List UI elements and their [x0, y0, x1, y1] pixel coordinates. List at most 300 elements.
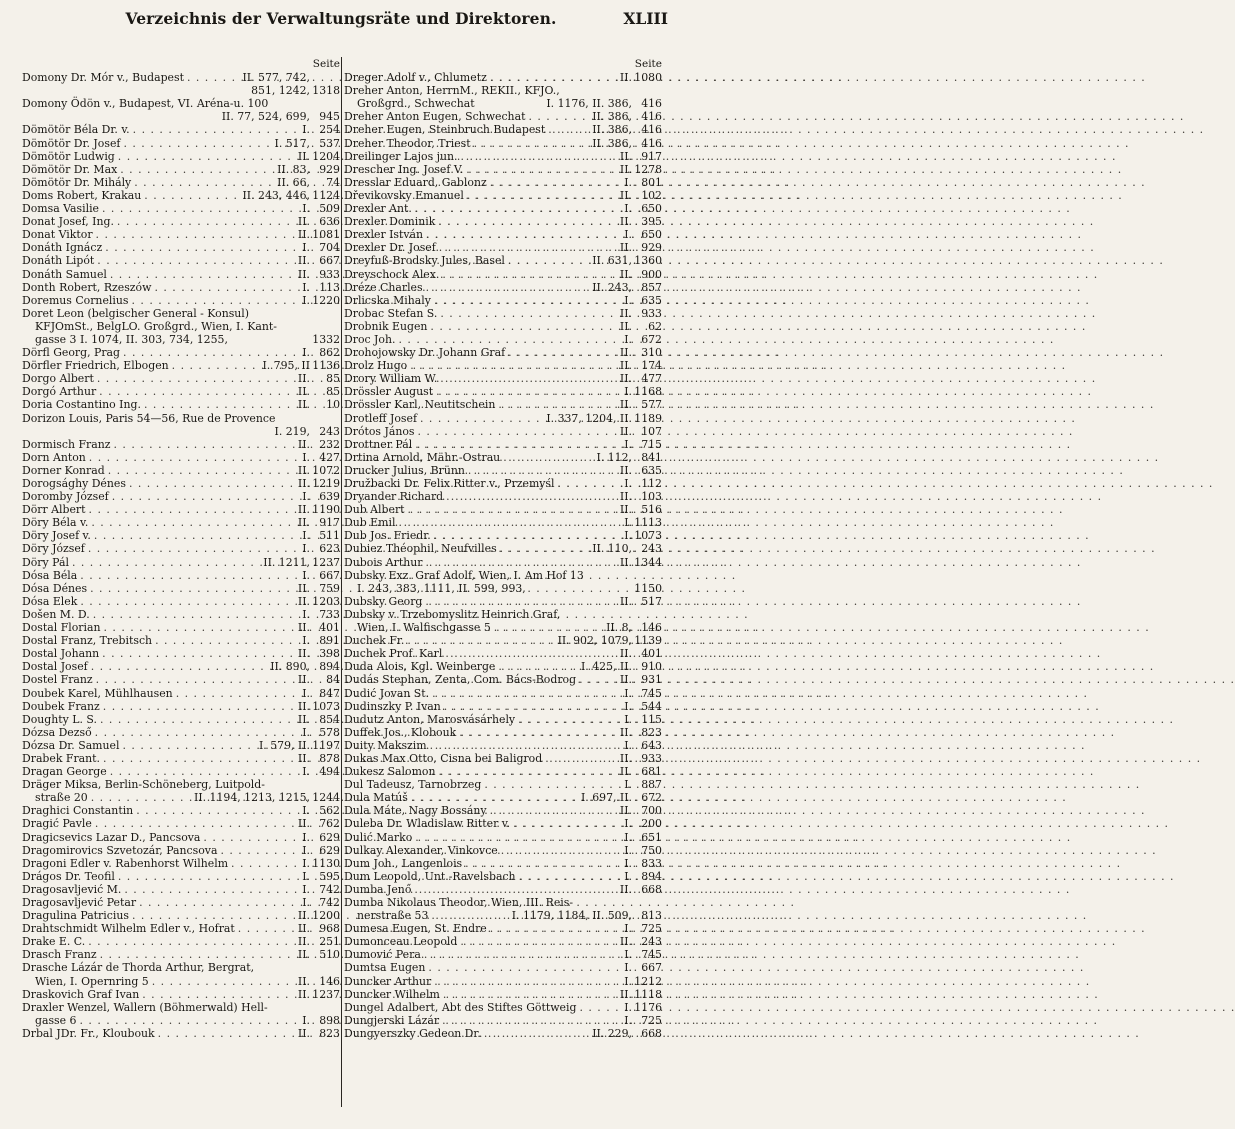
leader-dots [99, 202, 302, 215]
entry-name: Donáth Ignácz [22, 241, 103, 255]
index-entry [22, 189, 340, 202]
index-entry [344, 975, 662, 988]
leader-dots [151, 281, 302, 294]
leader-dots [423, 556, 620, 569]
page-reference: 251 [319, 935, 340, 949]
volume-reference: I. [302, 450, 310, 464]
entry-name: Družbacki Dr. Felix Ritter v., Przemyśl [344, 477, 555, 490]
page-reference: 1332 [312, 332, 340, 346]
entry-name: Drory William W. [344, 372, 438, 386]
leader-dots [498, 844, 624, 857]
leader-dots [107, 268, 298, 281]
volume-reference: I. [302, 202, 310, 216]
index-entry [22, 307, 340, 346]
page-reference: 537 [319, 136, 340, 150]
index-entry [22, 595, 340, 608]
leader-dots [77, 569, 302, 582]
volume-reference: I. [302, 1013, 310, 1027]
leader-dots [90, 608, 303, 621]
index-entry [344, 896, 662, 922]
page-reference: 847 [319, 686, 340, 700]
index-entry [344, 1014, 662, 1027]
leader-dots [141, 189, 242, 202]
index-entry [22, 935, 340, 948]
entry-name: Dreger Adolf v., Chlumetz [344, 71, 487, 85]
index-entry [22, 490, 340, 503]
entry-line [22, 359, 340, 372]
entry-name: Dósa Elek [22, 594, 78, 608]
entry-line [22, 529, 340, 542]
leader-dots [268, 97, 310, 110]
entry-name: Dorogsághy Dénes [22, 477, 126, 490]
entry-name: nerstraße 53 [357, 909, 429, 923]
entry-line [22, 412, 340, 425]
entry-line [22, 307, 340, 320]
entry-line [22, 281, 340, 294]
page-reference: 146 [319, 974, 340, 988]
leader-dots [173, 687, 303, 700]
entry-name: Dub Emil [344, 516, 396, 530]
page-reference: 1073 [312, 699, 340, 713]
leader-dots [107, 765, 303, 778]
leader-dots [92, 817, 298, 830]
volume-reference: I. 1176, II. 386, [546, 97, 632, 111]
entry-name: Došen M. D. [22, 607, 90, 621]
volume-reference: I. [624, 529, 632, 543]
index-entry [22, 739, 340, 752]
leader-dots [249, 307, 310, 320]
leader-dots [487, 176, 625, 189]
entry-line [22, 948, 340, 961]
leader-dots [91, 529, 302, 542]
page-reference: 395 [641, 215, 662, 229]
entry-name: Dragić Pavle [22, 817, 92, 831]
entry-name: Dubsky Exz. Graf Adolf, Wien, I. Am Hof 13 [344, 568, 584, 582]
entry-line [344, 71, 662, 84]
leader-dots [407, 359, 620, 372]
entry-name: Dreher Anton Eugen, Schwechat [344, 110, 526, 124]
entry-line [344, 700, 662, 713]
index-entry [344, 935, 662, 948]
volume-reference: II. [297, 267, 310, 281]
entry-name: Dubsky Georg [344, 594, 423, 608]
entry-name: Dubsky v. Trzebomyslitz Heinrich Graf, [344, 607, 561, 621]
volume-reference: I. [624, 228, 632, 242]
entry-name: Dragan George [22, 765, 107, 779]
page-reference: 1237 [312, 555, 340, 569]
entry-name: Dryander Richard [344, 490, 444, 504]
entry-name: Dudutz Anton, Marosvásárhely [344, 712, 516, 726]
entry-name: Dumba Nikolaus Theodor, Wien, III. Reis- [344, 896, 574, 909]
leader-dots [431, 294, 624, 307]
entry-name: Dorner Konrad [22, 463, 105, 477]
entry-line [344, 988, 662, 1001]
volume-reference: II. [619, 319, 632, 333]
entry-line [344, 425, 662, 438]
page-reference: 1130 [312, 856, 340, 870]
volume-reference: II. 902, 1079, [557, 634, 632, 648]
index-entry [344, 412, 662, 425]
page-reference: 667 [319, 254, 340, 268]
entry-name: Drobac Stefan S. [344, 306, 438, 320]
volume-reference: II. [619, 424, 632, 438]
index-entry [344, 791, 662, 804]
entry-name: Dömötör Béla Dr. v. [22, 123, 130, 137]
entry-line [22, 582, 340, 595]
leader-dots [85, 542, 302, 555]
index-entry [344, 150, 662, 163]
entry-name: Wien, I. Opernring 5 [35, 974, 149, 988]
leader-dots [465, 464, 620, 477]
index-entry [344, 451, 662, 464]
page-reference: 813 [641, 909, 662, 923]
entry-line [344, 831, 662, 844]
volume-reference: I. [302, 869, 310, 883]
entry-line [22, 97, 340, 110]
volume-reference: II. [619, 555, 632, 569]
entry-line [22, 844, 340, 857]
index-entry [22, 372, 340, 385]
index-entry [22, 687, 340, 700]
entry-name: Dragulina Patricius [22, 909, 129, 923]
entry-line [344, 542, 662, 555]
entry-line [344, 359, 662, 372]
page-reference: 623 [319, 542, 340, 556]
entry-line [344, 176, 662, 189]
entry-name: Dresslar Eduard, Gablonz [344, 175, 487, 189]
entry-line [22, 71, 340, 84]
volume-reference: II. [619, 267, 632, 281]
index-entry [22, 817, 340, 830]
volume-reference: II. [619, 463, 632, 477]
entry-name: Dudás Stephan, Zenta, Com. Bács-Bodrog [344, 673, 577, 687]
index-entry [344, 215, 662, 228]
page-reference [310, 412, 340, 425]
volume-reference: I. [302, 856, 310, 870]
leader-dots [184, 71, 243, 84]
index-entry [22, 660, 340, 673]
page-reference: 146 [641, 621, 662, 635]
volume-reference: I. [624, 477, 632, 490]
entry-line [344, 268, 662, 281]
index-entry [344, 726, 662, 739]
entry-line [22, 516, 340, 529]
index-entry [344, 765, 662, 778]
leader-dots [77, 595, 298, 608]
volume-reference: II. 243, [592, 280, 632, 294]
entry-line [344, 529, 662, 542]
index-entry [22, 569, 340, 582]
entry-line [344, 490, 662, 503]
leader-dots [422, 595, 620, 608]
volume-reference: I. 219, [274, 424, 310, 438]
leader-dots [584, 569, 632, 582]
volume-reference: I. [624, 738, 632, 752]
volume-reference: II. [297, 817, 310, 831]
entry-name: Drasch Franz [22, 948, 97, 962]
volume-reference: II. [297, 712, 310, 726]
page-reference: 427 [319, 450, 340, 464]
entry-line [344, 739, 662, 752]
leader-dots [228, 333, 310, 346]
volume-reference: I. [302, 843, 310, 857]
entry-name: Dul Tadeusz, Tarnobrzeg [344, 778, 482, 792]
entry-line [344, 516, 662, 529]
leader-dots [155, 1027, 298, 1040]
leader-dots [431, 529, 624, 542]
volume-reference: II. [619, 71, 632, 85]
volume-reference: II. [619, 987, 632, 1001]
leader-dots [437, 307, 620, 320]
entry-name: Dragosavljević Petar [22, 896, 137, 909]
volume-reference: II. [619, 594, 632, 608]
entry-line [344, 870, 662, 883]
page-reference: 917 [319, 516, 340, 530]
leader-dots [121, 883, 302, 896]
volume-reference: II. [619, 346, 632, 360]
entry-line [22, 1001, 340, 1014]
entry-line [22, 935, 340, 948]
page-title: Verzeichnis der Verwaltungsräte und Direktoren. [125, 9, 557, 28]
page-reference: 725 [641, 1013, 662, 1027]
page-reference: 878 [319, 751, 340, 765]
index-entry [344, 713, 662, 726]
index-entry [22, 241, 340, 254]
entry-continuation-line [22, 110, 340, 123]
index-entry [344, 464, 662, 477]
index-entry [22, 883, 340, 896]
entry-line [344, 660, 662, 673]
volume-reference: II. [297, 935, 310, 949]
volume-reference: II. [297, 948, 310, 962]
page-reference: 667 [319, 568, 340, 582]
volume-reference: I. 112, [596, 450, 632, 464]
page-reference: 174 [641, 359, 662, 373]
page-reference: 762 [319, 817, 340, 831]
index-entry [344, 569, 662, 595]
entry-continuation-line [22, 84, 340, 97]
volume-reference: II. [619, 359, 632, 373]
page-reference: 898 [319, 1013, 340, 1027]
entry-line [22, 713, 340, 726]
page-reference: 1072 [312, 463, 340, 477]
entry-name: Dréze Charles [344, 280, 423, 294]
entry-name: gasse 6 [35, 1013, 77, 1027]
entry-name: Dostel Franz [22, 673, 93, 687]
volume-reference: II. [297, 149, 310, 163]
entry-continuation-line [344, 909, 662, 922]
index-entry [22, 844, 340, 857]
page-reference: 113 [319, 280, 340, 294]
index-entry [22, 477, 340, 490]
index-entry [22, 608, 340, 621]
entry-line [22, 647, 340, 660]
leader-dots [86, 451, 302, 464]
entry-line [22, 726, 340, 739]
leader-dots [573, 896, 632, 909]
entry-name: Drabek Frant. [22, 751, 101, 765]
volume-reference: II. [297, 477, 310, 490]
leader-dots [86, 503, 298, 516]
index-entry [344, 961, 662, 974]
entry-line [344, 569, 662, 582]
entry-name: Drótos János [344, 424, 415, 438]
page-reference: 635 [641, 293, 662, 307]
entry-name: Dumesa Eugen, St. Endre [344, 922, 487, 936]
entry-name: Dula Máte, Nagy Bossány [344, 804, 487, 818]
leader-dots [475, 97, 547, 110]
page-reference: 1139 [634, 634, 662, 648]
leader-dots [487, 804, 620, 817]
index-entry [344, 739, 662, 752]
entry-line [22, 477, 340, 490]
entry-name: Dukesz Salomon [344, 765, 436, 779]
leader-dots [88, 516, 298, 529]
leader-dots [105, 464, 298, 477]
index-entry [344, 307, 662, 320]
leader-dots [277, 320, 310, 333]
index-entry [22, 673, 340, 686]
volume-reference: I. [302, 896, 310, 909]
page-reference: 650 [641, 202, 662, 216]
index-entry [344, 163, 662, 176]
leader-dots [93, 673, 298, 686]
page-reference: 668 [641, 1026, 662, 1040]
entry-line [22, 870, 340, 883]
index-entry [344, 516, 662, 529]
page-reference [632, 84, 662, 97]
page-reference: 841 [641, 450, 662, 464]
leader-dots [495, 660, 581, 673]
leader-dots [464, 189, 620, 202]
index-entry [22, 503, 340, 516]
volume-reference: I. [624, 817, 632, 831]
entry-name: Dostal Josef [22, 660, 88, 674]
entry-line [22, 608, 340, 621]
volume-reference: I. [624, 1013, 632, 1027]
entry-line [22, 228, 340, 241]
entry-continuation-line [22, 320, 340, 333]
entry-name: Dudić Jovan St. [344, 686, 430, 700]
leader-dots [505, 346, 620, 359]
index-entry [22, 346, 340, 359]
leader-dots [35, 110, 222, 123]
entry-name: Domsa Vasilie [22, 202, 99, 216]
page-reference: 85 [326, 372, 340, 386]
entry-name: Dubois Arthur [344, 555, 423, 569]
leader-dots [35, 425, 275, 438]
leader-dots [405, 503, 620, 516]
index-entry [22, 464, 340, 477]
volume-reference: II. 8, [606, 621, 632, 635]
leader-dots [100, 752, 298, 765]
volume-reference: I. [624, 332, 632, 346]
leader-dots [228, 857, 302, 870]
volume-reference: II. 66, [277, 175, 310, 189]
page-reference: 416 [641, 123, 662, 137]
entry-line [344, 333, 662, 346]
volume-reference: II. [297, 751, 310, 765]
index-entry [344, 542, 662, 555]
entry-line [22, 765, 340, 778]
volume-reference: II. [297, 228, 310, 242]
page-reference: 681 [641, 765, 662, 779]
volume-reference: II. [297, 922, 310, 936]
index-entry [344, 71, 662, 84]
entry-line [344, 84, 662, 97]
page-reference: 254 [319, 123, 340, 137]
entry-name: Drotleff Josef [344, 411, 417, 425]
index-entry [344, 425, 662, 438]
entry-name: Dömötör Dr. Mihály [22, 175, 132, 189]
page-reference: 1204 [312, 149, 340, 163]
volume-reference: II. [297, 909, 310, 923]
leader-dots [421, 948, 624, 961]
entry-line [22, 189, 340, 202]
leader-dots [114, 215, 298, 228]
page-reference [310, 1001, 340, 1014]
entry-name: Domony Ödön v., Budapest, VI. Aréna-u. 100 [22, 97, 269, 111]
page-reference: 1318 [312, 84, 340, 98]
leader-dots [542, 752, 620, 765]
entry-line [22, 883, 340, 896]
leader-dots [92, 726, 303, 739]
index-entry [344, 529, 662, 542]
leader-dots [495, 398, 620, 411]
entry-line [344, 451, 662, 464]
leader-dots [427, 739, 625, 752]
volume-reference: II. 386, [592, 136, 632, 150]
page-reference: 700 [641, 804, 662, 818]
entry-name: Drobnik Eugen [344, 319, 428, 333]
index-entry [344, 372, 662, 385]
entry-line [22, 150, 340, 163]
entry-name: Donth Robert, Rzeszów [22, 280, 152, 294]
leader-dots [471, 137, 593, 150]
page-reference: 933 [319, 267, 340, 281]
page-reference: 968 [319, 922, 340, 936]
entry-line [344, 110, 662, 123]
entry-name: Domony Dr. Mór v., Budapest [22, 71, 184, 85]
page-reference: 929 [319, 162, 340, 176]
page-reference: 1080 [634, 71, 662, 85]
entry-name: Dósa Dénes [22, 581, 88, 595]
entry-name: Drottner Pál [344, 437, 413, 451]
leader-dots [136, 896, 302, 909]
page-reference: 750 [641, 843, 662, 857]
entry-line [344, 385, 662, 398]
leader-dots [555, 477, 625, 490]
entry-line [22, 778, 340, 791]
entry-line [344, 1014, 662, 1027]
page-reference: 107 [641, 424, 662, 438]
page-reference: 1278 [634, 162, 662, 176]
entry-line [22, 503, 340, 516]
volume-reference: II. [619, 149, 632, 163]
leader-dots [115, 150, 298, 163]
index-entry [344, 831, 662, 844]
entry-line [344, 503, 662, 516]
index-entry [344, 346, 662, 359]
volume-reference: I. [302, 882, 310, 896]
page-number: XLIII [623, 9, 668, 28]
page-reference [310, 307, 340, 320]
page-reference: 725 [641, 922, 662, 936]
entry-line [22, 451, 340, 464]
page-reference: 894 [319, 660, 340, 674]
index-entry [22, 176, 340, 189]
entry-name: Dräger Miksa, Berlin-Schöneberg, Luitpold- [22, 778, 265, 792]
